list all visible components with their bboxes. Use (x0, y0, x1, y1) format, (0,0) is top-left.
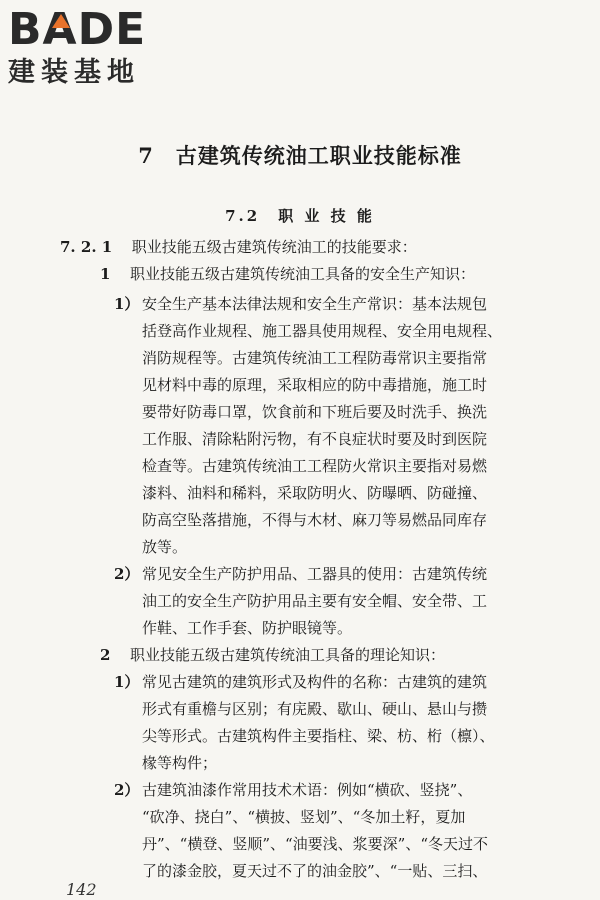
paragraph-line: 常见古建筑的建筑形式及构件的名称：古建筑的建筑 (142, 673, 488, 691)
item-text: 职业技能五级古建筑传统油工具备的安全生产知识： (130, 265, 476, 283)
chapter-title: 7 古建筑传统油工职业技能标准 (138, 143, 462, 168)
paragraph-line: 漆料、油料和稀料，采取防明火、防曝晒、防碰撞、 (142, 484, 488, 502)
clause-line (60, 234, 417, 261)
sub-item-number: 1） (114, 295, 140, 313)
paragraph-line: 尖等形式。古建筑构件主要指柱、梁、枋、桁（檩）、 (142, 727, 495, 745)
clause-text: 职业技能五级古建筑传统油工的技能要求： (131, 238, 417, 256)
sub-item-number: 2） (114, 565, 140, 583)
section-title: 7.2 职 业 技 能 (225, 207, 375, 225)
paragraph-line: 作鞋、工作手套、防护眼镜等。 (142, 619, 353, 637)
paragraph-line: 了的漆金胶，夏天过不了的油金胶”、“一贴、三扫、 (142, 862, 488, 880)
paragraph-line: 检查等。古建筑传统油工工程防火常识主要指对易燃 (142, 457, 488, 475)
item-1 (100, 261, 475, 288)
paragraph-line: “砍净、挠白”、“横披、竖划”、“冬加土籽，夏加 (142, 808, 466, 826)
paragraph-line: 油工的安全生产防护用品主要有安全帽、安全带、工 (142, 592, 488, 610)
paragraph-line: 防高空坠落措施，不得与木材、麻刀等易燃品同库存 (142, 511, 488, 529)
logo-wordmark: BADE (8, 4, 147, 55)
paragraph-line: 括登高作业规程、施工器具使用规程、安全用电规程、 (142, 322, 503, 340)
logo-subtitle: 建装基地 (8, 57, 140, 88)
paragraph-line: 古建筑油漆作常用技术术语：例如“横砍、竖挠”、 (142, 781, 473, 799)
paragraph-line: 安全生产基本法律法规和安全生产常识：基本法规包 (142, 295, 488, 313)
paragraph-line: 丹”、“横登、竖顺”、“油要浅、浆要深”、“冬天过不 (142, 835, 489, 853)
paragraph-line: 见材料中毒的原理，采取相应的防中毒措施，施工时 (142, 376, 488, 394)
paragraph-line: 形式有重檐与区别；有庑殿、歇山、硬山、悬山与攒 (142, 700, 488, 718)
item-2 (100, 642, 445, 669)
paragraph-line: 常见安全生产防护用品、工器具的使用：古建筑传统 (142, 565, 488, 583)
paragraph-line: 椽等构件； (142, 754, 218, 772)
paragraph-line: 消防规程等。古建筑传统油工工程防毒常识主要指常 (142, 349, 488, 367)
item-number: 2 (100, 646, 111, 664)
logo (8, 4, 178, 94)
paragraph-line: 要带好防毒口罩，饮食前和下班后要及时洗手、换洗 (142, 403, 488, 421)
item-number: 1 (100, 265, 111, 283)
sub-item-number: 1） (114, 673, 140, 691)
logo-triangle-icon (52, 14, 70, 28)
page-number: 142 (66, 880, 97, 899)
item-text: 职业技能五级古建筑传统油工具备的理论知识： (130, 646, 446, 664)
sub-item-number: 2） (114, 781, 140, 799)
paragraph-line: 放等。 (142, 538, 188, 556)
clause-number: 7. 2. 1 (60, 238, 113, 256)
paragraph-line: 工作服、清除粘附污物，有不良症状时要及时到医院 (142, 430, 488, 448)
